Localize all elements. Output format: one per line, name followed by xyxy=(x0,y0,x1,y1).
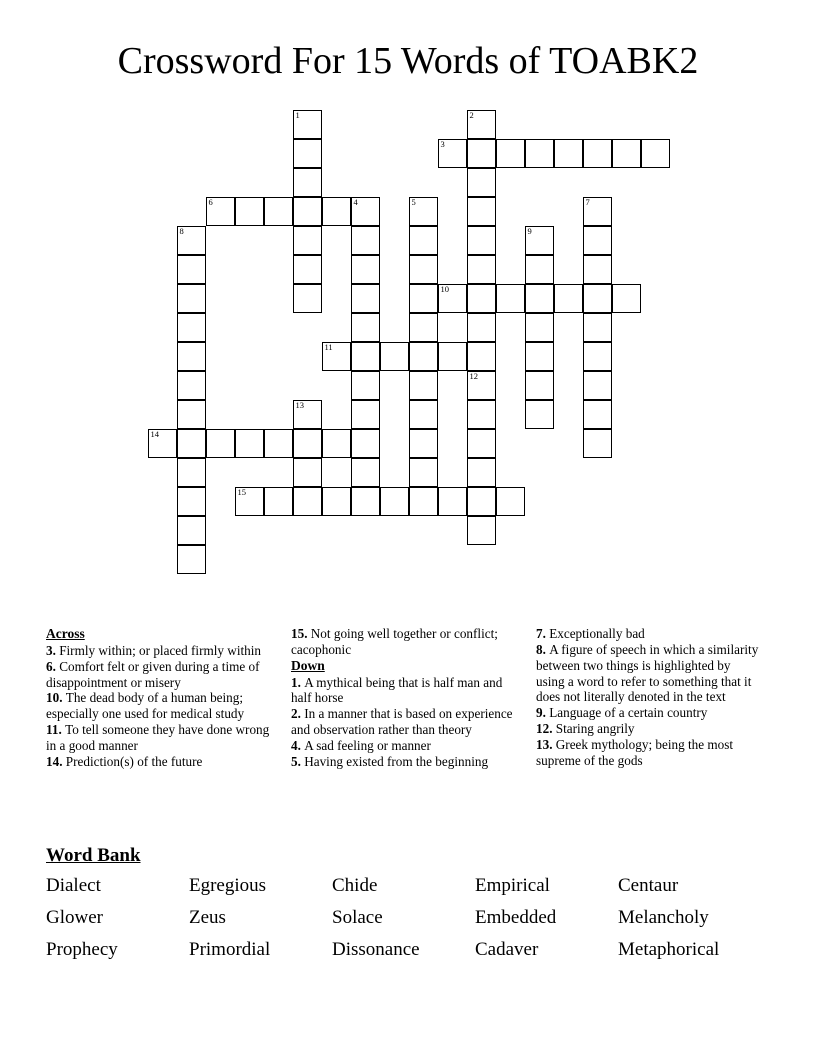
cell-number: 8 xyxy=(179,226,184,236)
clue-number: 11. xyxy=(46,722,66,738)
clue-text: The dead body of a human being; especially one used for medical study xyxy=(46,690,245,722)
crossword-cell[interactable] xyxy=(351,429,380,458)
word-bank-item: Egregious xyxy=(189,874,267,896)
crossword-cell[interactable] xyxy=(177,342,206,371)
clue-text: Comfort felt or given during a time of disappointment or misery xyxy=(46,658,260,690)
clue-text: Not going well together or conflict; cacophonic xyxy=(291,626,498,657)
cell-number: 11 xyxy=(324,342,333,352)
crossword-cell[interactable] xyxy=(409,371,438,400)
crossword-cell[interactable] xyxy=(235,429,264,458)
crossword-cell[interactable] xyxy=(467,313,496,342)
cell-number: 5 xyxy=(411,197,416,207)
crossword-cell[interactable] xyxy=(525,371,554,400)
crossword-cell[interactable] xyxy=(235,487,264,516)
crossword-cell[interactable] xyxy=(293,429,322,458)
crossword-cell[interactable] xyxy=(293,110,322,139)
crossword-cell[interactable] xyxy=(409,255,438,284)
clue-number: 9. xyxy=(536,705,550,721)
crossword-cell[interactable] xyxy=(525,139,554,168)
crossword-cell[interactable] xyxy=(351,342,380,371)
clue-across-10 xyxy=(46,690,278,722)
crossword-cell[interactable] xyxy=(467,516,496,545)
clue-number: 10. xyxy=(46,690,66,706)
word-bank-item: Dissonance xyxy=(332,939,420,961)
crossword-cell[interactable] xyxy=(612,139,641,168)
clue-number: 15. xyxy=(291,626,311,641)
crossword-cell[interactable] xyxy=(583,400,612,429)
crossword-grid xyxy=(0,100,816,590)
clue-across-14 xyxy=(46,754,278,770)
cell-number: 13 xyxy=(295,400,304,410)
word-bank-item: Empirical xyxy=(475,874,550,896)
clue-number: 5. xyxy=(291,753,305,769)
crossword-cell[interactable] xyxy=(525,226,554,255)
crossword-cell[interactable] xyxy=(409,429,438,458)
clue-down-5 xyxy=(291,754,520,770)
clue-number: 2. xyxy=(291,706,305,722)
crossword-cell[interactable] xyxy=(583,284,612,313)
clue-down-7 xyxy=(536,626,762,642)
crossword-cell[interactable] xyxy=(322,342,351,371)
crossword-cell[interactable] xyxy=(409,458,438,487)
crossword-cell[interactable] xyxy=(467,110,496,139)
clue-down-9 xyxy=(536,705,762,721)
crossword-cell[interactable] xyxy=(293,458,322,487)
crossword-cell[interactable] xyxy=(467,400,496,429)
clue-text: Staring angrily xyxy=(555,721,635,737)
crossword-cell[interactable] xyxy=(177,284,206,313)
clues-column-3 xyxy=(530,626,772,769)
clues-column-2 xyxy=(288,626,530,770)
crossword-cell[interactable] xyxy=(467,226,496,255)
clue-text: A mythical being that is half man and half horse xyxy=(291,674,503,706)
cell-number: 4 xyxy=(353,197,358,207)
crossword-cell[interactable] xyxy=(409,284,438,313)
clue-down-4 xyxy=(291,738,520,754)
crossword-cell[interactable] xyxy=(177,429,206,458)
crossword-cell[interactable] xyxy=(409,487,438,516)
crossword-cell[interactable] xyxy=(438,342,467,371)
crossword-cell[interactable] xyxy=(351,371,380,400)
crossword-cell[interactable] xyxy=(293,255,322,284)
crossword-cell[interactable] xyxy=(467,255,496,284)
crossword-cell[interactable] xyxy=(525,400,554,429)
crossword-cell[interactable] xyxy=(496,139,525,168)
word-bank-title: Word Bank xyxy=(46,845,141,866)
down-heading: Down xyxy=(291,657,325,673)
cell-number: 12 xyxy=(469,371,478,381)
cell-number: 6 xyxy=(208,197,213,207)
crossword-cell[interactable] xyxy=(583,255,612,284)
crossword-cell[interactable] xyxy=(496,284,525,313)
crossword-cell[interactable] xyxy=(467,487,496,516)
crossword-cell[interactable] xyxy=(293,168,322,197)
crossword-cell[interactable] xyxy=(554,284,583,313)
crossword-cell[interactable] xyxy=(467,139,496,168)
crossword-cell[interactable] xyxy=(293,226,322,255)
clue-text: Language of a certain country xyxy=(549,705,708,721)
crossword-cell[interactable] xyxy=(264,429,293,458)
clue-across-11 xyxy=(46,722,278,754)
crossword-cell[interactable] xyxy=(554,139,583,168)
crossword-cell[interactable] xyxy=(496,487,525,516)
word-bank-item: Chide xyxy=(332,874,378,896)
clue-down-12 xyxy=(536,721,762,737)
crossword-cell[interactable] xyxy=(322,487,351,516)
crossword-cell[interactable] xyxy=(293,400,322,429)
clue-down-8 xyxy=(536,642,762,705)
clue-number: 3. xyxy=(46,642,60,658)
clue-text: A figure of speech in which a similarity between two things is highlighted by using a word to refer to something that it does not literally denoted in the text xyxy=(536,641,759,705)
crossword-cell[interactable] xyxy=(380,487,409,516)
word-bank-item: Solace xyxy=(332,906,383,928)
clues-column-1 xyxy=(46,626,288,770)
crossword-cell[interactable] xyxy=(322,197,351,226)
crossword-cell[interactable] xyxy=(177,226,206,255)
word-bank-item: Dialect xyxy=(46,874,101,896)
page-title: Crossword For 15 Words of TOABK2 xyxy=(117,40,699,82)
crossword-cell[interactable] xyxy=(293,487,322,516)
clue-number: 13. xyxy=(536,736,556,752)
crossword-cell[interactable] xyxy=(177,255,206,284)
crossword-grid-container xyxy=(0,100,816,590)
word-bank-item: Primordial xyxy=(189,939,271,961)
crossword-cell[interactable] xyxy=(525,342,554,371)
crossword-cell[interactable] xyxy=(351,400,380,429)
crossword-cell[interactable] xyxy=(525,255,554,284)
cell-number: 7 xyxy=(585,197,590,207)
crossword-cell[interactable] xyxy=(177,458,206,487)
clue-text: Having existed from the beginning xyxy=(304,753,489,769)
crossword-cell[interactable] xyxy=(177,371,206,400)
cell-number: 15 xyxy=(237,487,246,497)
crossword-cell[interactable] xyxy=(525,284,554,313)
crossword-cell[interactable] xyxy=(351,313,380,342)
cell-number: 9 xyxy=(527,226,532,236)
crossword-cell[interactable] xyxy=(206,197,235,226)
word-bank-item: Melancholy xyxy=(618,906,709,928)
crossword-cell[interactable] xyxy=(177,313,206,342)
crossword-cell[interactable] xyxy=(148,429,177,458)
cell-number: 2 xyxy=(469,110,474,120)
crossword-cell[interactable] xyxy=(467,458,496,487)
word-bank-item: Embedded xyxy=(475,906,557,928)
clue-across-6 xyxy=(46,659,278,691)
word-bank-list xyxy=(46,872,776,964)
crossword-cell[interactable] xyxy=(264,197,293,226)
cell-number: 1 xyxy=(295,110,300,120)
crossword-cell[interactable] xyxy=(467,371,496,400)
crossword-cell[interactable] xyxy=(177,400,206,429)
crossword-cell[interactable] xyxy=(409,197,438,226)
crossword-cell[interactable] xyxy=(351,255,380,284)
crossword-cell[interactable] xyxy=(467,284,496,313)
crossword-cell[interactable] xyxy=(351,226,380,255)
clue-down-2 xyxy=(291,706,520,738)
clue-text: Firmly within; or placed firmly within xyxy=(59,642,262,658)
clue-text: Prediction(s) of the future xyxy=(65,753,203,769)
word-bank-item: Zeus xyxy=(189,906,226,928)
crossword-cell[interactable] xyxy=(409,313,438,342)
clue-text: Exceptionally bad xyxy=(549,626,645,641)
crossword-cell[interactable] xyxy=(583,313,612,342)
crossword-cell[interactable] xyxy=(177,516,206,545)
crossword-cell[interactable] xyxy=(177,545,206,574)
clue-across-15 xyxy=(291,626,520,658)
crossword-cell[interactable] xyxy=(380,342,409,371)
word-bank-item: Metaphorical xyxy=(618,939,720,961)
crossword-cell[interactable] xyxy=(583,139,612,168)
clue-number: 6. xyxy=(46,658,60,674)
cell-number: 14 xyxy=(150,429,159,439)
clue-number: 8. xyxy=(536,641,550,657)
crossword-cell[interactable] xyxy=(583,429,612,458)
clue-down-13 xyxy=(536,737,762,769)
crossword-cell[interactable] xyxy=(235,197,264,226)
crossword-cell[interactable] xyxy=(293,284,322,313)
clue-number: 14. xyxy=(46,753,66,769)
crossword-cell[interactable] xyxy=(612,284,641,313)
cell-number: 3 xyxy=(440,139,445,149)
crossword-cell[interactable] xyxy=(438,487,467,516)
crossword-cell[interactable] xyxy=(467,168,496,197)
crossword-cell[interactable] xyxy=(409,226,438,255)
clue-number: 7. xyxy=(536,626,550,641)
word-bank-section xyxy=(46,845,776,964)
crossword-cell[interactable] xyxy=(409,342,438,371)
cell-number: 10 xyxy=(440,284,449,294)
crossword-cell[interactable] xyxy=(467,342,496,371)
crossword-cell[interactable] xyxy=(351,197,380,226)
crossword-cell[interactable] xyxy=(438,139,467,168)
word-bank-item: Centaur xyxy=(618,874,679,896)
word-bank-item: Cadaver xyxy=(475,939,539,961)
clue-text: In a manner that is based on experience and observation rather than theory xyxy=(291,706,513,738)
clue-down-1 xyxy=(291,675,520,707)
clue-text: A sad feeling or manner xyxy=(304,737,431,753)
clues-section xyxy=(46,626,772,770)
word-bank-item: Glower xyxy=(46,906,103,928)
crossword-cell[interactable] xyxy=(641,139,670,168)
clue-text: To tell someone they have done wrong in a good manner xyxy=(46,722,270,753)
crossword-cell[interactable] xyxy=(409,400,438,429)
clue-text: Greek mythology; being the most supreme of the gods xyxy=(536,736,734,768)
crossword-cell[interactable] xyxy=(177,487,206,516)
crossword-cell[interactable] xyxy=(322,429,351,458)
crossword-cell[interactable] xyxy=(467,197,496,226)
crossword-cell[interactable] xyxy=(351,458,380,487)
crossword-cell[interactable] xyxy=(583,371,612,400)
crossword-cell[interactable] xyxy=(351,284,380,313)
crossword-cell[interactable] xyxy=(351,487,380,516)
clue-number: 1. xyxy=(291,674,305,690)
crossword-cell[interactable] xyxy=(525,313,554,342)
crossword-cell[interactable] xyxy=(206,429,235,458)
crossword-cell[interactable] xyxy=(583,342,612,371)
crossword-cell[interactable] xyxy=(438,284,467,313)
crossword-cell[interactable] xyxy=(467,429,496,458)
across-heading: Across xyxy=(46,626,85,641)
crossword-cell[interactable] xyxy=(583,226,612,255)
crossword-cell[interactable] xyxy=(293,139,322,168)
clue-across-3 xyxy=(46,643,278,659)
clue-number: 4. xyxy=(291,737,305,753)
crossword-cell[interactable] xyxy=(264,487,293,516)
crossword-cell[interactable] xyxy=(583,197,612,226)
crossword-cell[interactable] xyxy=(293,197,322,226)
clue-number: 12. xyxy=(536,721,556,737)
word-bank-item: Prophecy xyxy=(46,939,118,961)
